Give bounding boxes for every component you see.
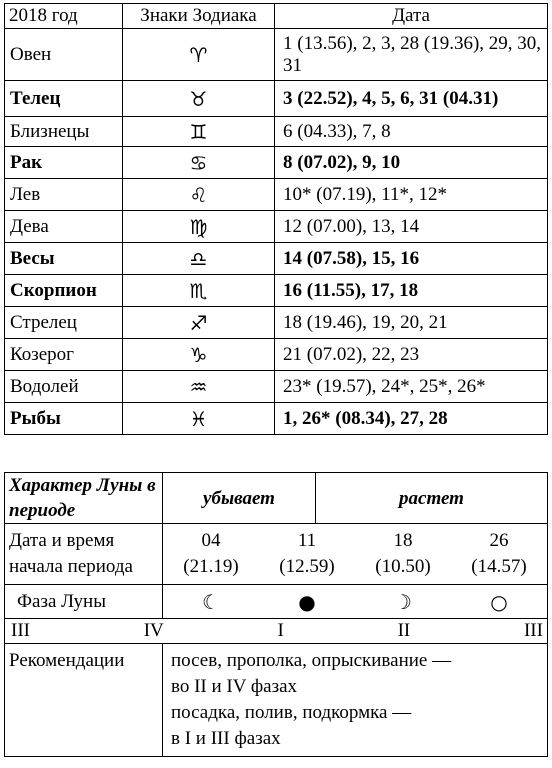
moon-character-row (5, 473, 548, 524)
capricorn-icon: ♑︎ (123, 339, 275, 371)
aries-icon: ♈︎ (123, 29, 275, 81)
zodiac-row (5, 117, 548, 147)
pisces-icon: ♓︎ (123, 403, 275, 435)
moon-phase-table (4, 472, 548, 757)
sign-dates: 8 (07.02), 9, 10 (275, 147, 548, 179)
sign-dates: 21 (07.02), 22, 23 (275, 339, 548, 371)
sign-name: Дева (5, 211, 123, 243)
zodiac-row (5, 371, 548, 403)
period-day: 26 (489, 530, 509, 551)
zodiac-row (5, 403, 548, 435)
zodiac-row (5, 179, 548, 211)
full-moon-icon: ○ (490, 589, 508, 614)
new-moon-icon: ● (298, 589, 316, 614)
sign-name: Овен (5, 29, 123, 81)
period-time: (10.50) (375, 556, 431, 577)
leo-icon: ♌︎ (123, 179, 275, 211)
quarter-number: III (523, 620, 543, 641)
sign-name: Козерог (5, 339, 123, 371)
recommendations-label: Рекомендации (5, 644, 163, 757)
sign-name: Телец (5, 81, 123, 117)
sign-name: Водолей (5, 371, 123, 403)
zodiac-row (5, 29, 548, 81)
sign-name: Рыбы (5, 403, 123, 435)
moon-phase-label: Фаза Луны (5, 585, 163, 619)
sign-dates: 12 (07.00), 13, 14 (275, 211, 548, 243)
period-time: (21.19) (183, 556, 239, 577)
recommendation-line: посев, прополка, опрыскивание — (171, 650, 452, 671)
period-start-label: Дата и время начала периода (5, 524, 163, 585)
quarter-number: IV (143, 620, 164, 641)
waxing-label: растет (316, 473, 548, 524)
aquarius-icon: ♒︎ (123, 371, 275, 403)
zodiac-header-row (5, 4, 548, 29)
cancer-icon: ♋︎ (123, 147, 275, 179)
moon-period-row (5, 524, 548, 585)
waning-label: убывает (163, 473, 316, 524)
moon-character-label: Характер Луны в периоде (5, 473, 163, 524)
period-time: (12.59) (279, 556, 335, 577)
last-quarter-moon-icon: ☾ (202, 589, 220, 614)
quarter-number: II (397, 620, 411, 641)
zodiac-row (5, 147, 548, 179)
recommendation-line: посадка, полив, подкормка — (171, 702, 412, 723)
period-day: 18 (393, 530, 413, 551)
zodiac-row (5, 211, 548, 243)
sign-name: Рак (5, 147, 123, 179)
quarter-number: III (11, 620, 30, 641)
zodiac-row (5, 243, 548, 275)
moon-quarters (5, 619, 548, 644)
sign-dates: 6 (04.33), 7, 8 (275, 117, 548, 147)
quarter-number: I (277, 620, 284, 641)
taurus-icon: ♉︎ (123, 81, 275, 117)
zodiac-calendar-table (4, 3, 548, 435)
sign-dates: 18 (19.46), 19, 20, 21 (275, 307, 548, 339)
gemini-icon: ♊︎ (123, 117, 275, 147)
zodiac-row (5, 275, 548, 307)
scorpio-icon: ♏︎ (123, 275, 275, 307)
zodiac-row (5, 307, 548, 339)
moon-quarter-row (5, 619, 548, 644)
moon-phase-row (5, 585, 548, 619)
sign-dates: 1, 26* (08.34), 27, 28 (275, 403, 548, 435)
sign-dates: 16 (11.55), 17, 18 (275, 275, 548, 307)
period-day: 04 (201, 530, 221, 551)
recommendations-text (163, 644, 548, 757)
sign-dates: 10* (07.19), 11*, 12* (275, 179, 548, 211)
sign-name: Скорпион (5, 275, 123, 307)
recommendation-line: во II и IV фазах (171, 676, 298, 697)
sign-name: Весы (5, 243, 123, 275)
sign-dates: 1 (13.56), 2, 3, 28 (19.36), 29, 30, 31 (275, 29, 548, 81)
sign-dates: 23* (19.57), 24*, 25*, 26* (275, 371, 548, 403)
period-time: (14.57) (471, 556, 527, 577)
recommendations-row (5, 644, 548, 757)
header-year: 2018 год (5, 4, 123, 29)
zodiac-row (5, 339, 548, 371)
period-dates (163, 524, 548, 585)
sign-dates: 14 (07.58), 15, 16 (275, 243, 548, 275)
virgo-icon: ♍︎ (123, 211, 275, 243)
sign-name: Близнецы (5, 117, 123, 147)
sign-name: Стрелец (5, 307, 123, 339)
libra-icon: ♎︎ (123, 243, 275, 275)
moon-phase-icons (163, 585, 548, 619)
sagittarius-icon: ♐︎ (123, 307, 275, 339)
header-dates: Дата (275, 4, 548, 29)
recommendation-line: в I и III фазах (171, 728, 281, 749)
period-day: 11 (297, 530, 317, 551)
zodiac-row (5, 81, 548, 117)
first-quarter-moon-icon: ☽ (394, 589, 412, 614)
header-signs: Знаки Зодиака (123, 4, 275, 29)
sign-name: Лев (5, 179, 123, 211)
sign-dates: 3 (22.52), 4, 5, 6, 31 (04.31) (275, 81, 548, 117)
